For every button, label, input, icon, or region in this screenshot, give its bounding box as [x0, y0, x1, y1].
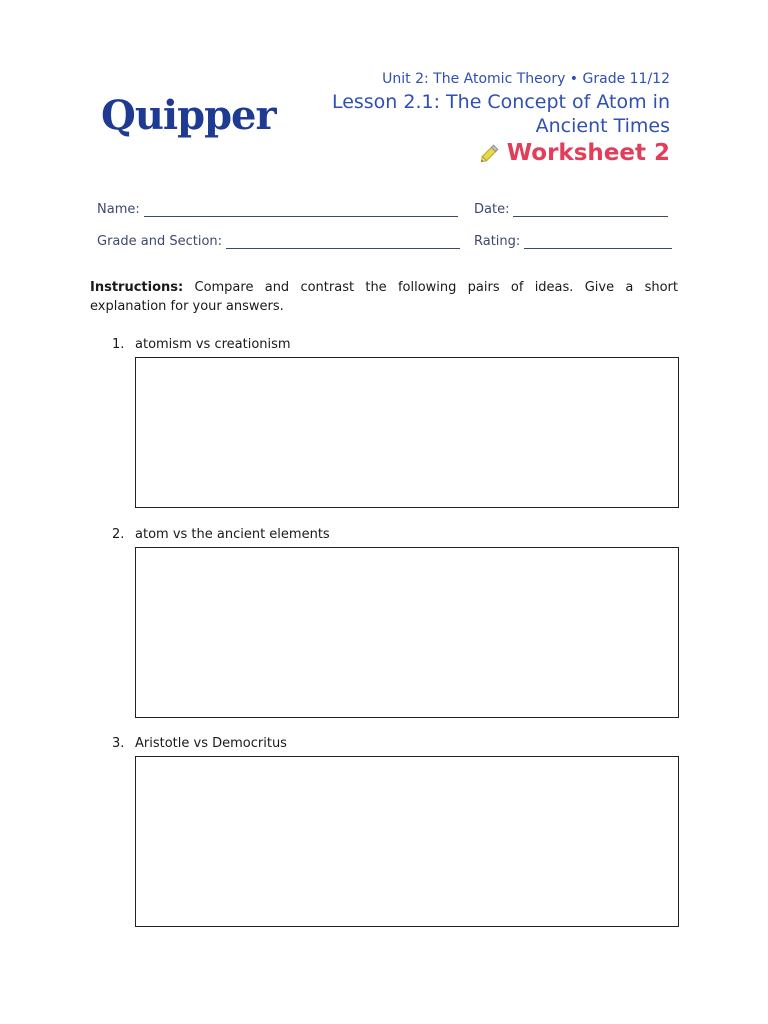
unit-line: Unit 2: The Atomic Theory • Grade 11/12 [382, 71, 670, 87]
question-number: 3. [112, 736, 125, 751]
grade-section-label: Grade and Section: [97, 234, 223, 249]
worksheet-label: Worksheet 2 [506, 140, 670, 166]
instructions [90, 278, 678, 316]
answer-box-3[interactable] [135, 756, 679, 927]
rating-line[interactable] [524, 236, 672, 249]
worksheet-heading [310, 140, 670, 166]
instructions-label: Instructions: [90, 280, 184, 295]
instructions-text: Compare and contrast the following pairs of ideas. Give a short explanation for your answers. [90, 280, 678, 314]
date-line[interactable] [513, 204, 668, 217]
question-text: atom vs the ancient elements [135, 527, 330, 542]
grade-section-line[interactable] [226, 236, 460, 249]
question-number: 2. [112, 527, 125, 542]
lesson-title: Lesson 2.1: The Concept of Atom in Ancient Times [331, 91, 670, 137]
name-label: Name: [97, 202, 140, 217]
rating-field [474, 234, 672, 249]
answer-box-1[interactable] [135, 357, 679, 508]
answer-box-2[interactable] [135, 547, 679, 718]
lesson-header [310, 70, 670, 166]
quipper-logo: Quipper [101, 92, 276, 139]
name-field [97, 202, 458, 217]
question-1 [112, 337, 291, 352]
question-3 [112, 736, 287, 751]
date-field [474, 202, 668, 217]
question-text: Aristotle vs Democritus [135, 736, 287, 751]
question-2 [112, 527, 330, 542]
name-line[interactable] [144, 204, 458, 217]
date-label: Date: [474, 202, 510, 217]
rating-label: Rating: [474, 234, 521, 249]
question-text: atomism vs creationism [135, 337, 291, 352]
question-number: 1. [112, 337, 125, 352]
pencil-icon [479, 142, 501, 164]
grade-section-field [97, 234, 460, 249]
